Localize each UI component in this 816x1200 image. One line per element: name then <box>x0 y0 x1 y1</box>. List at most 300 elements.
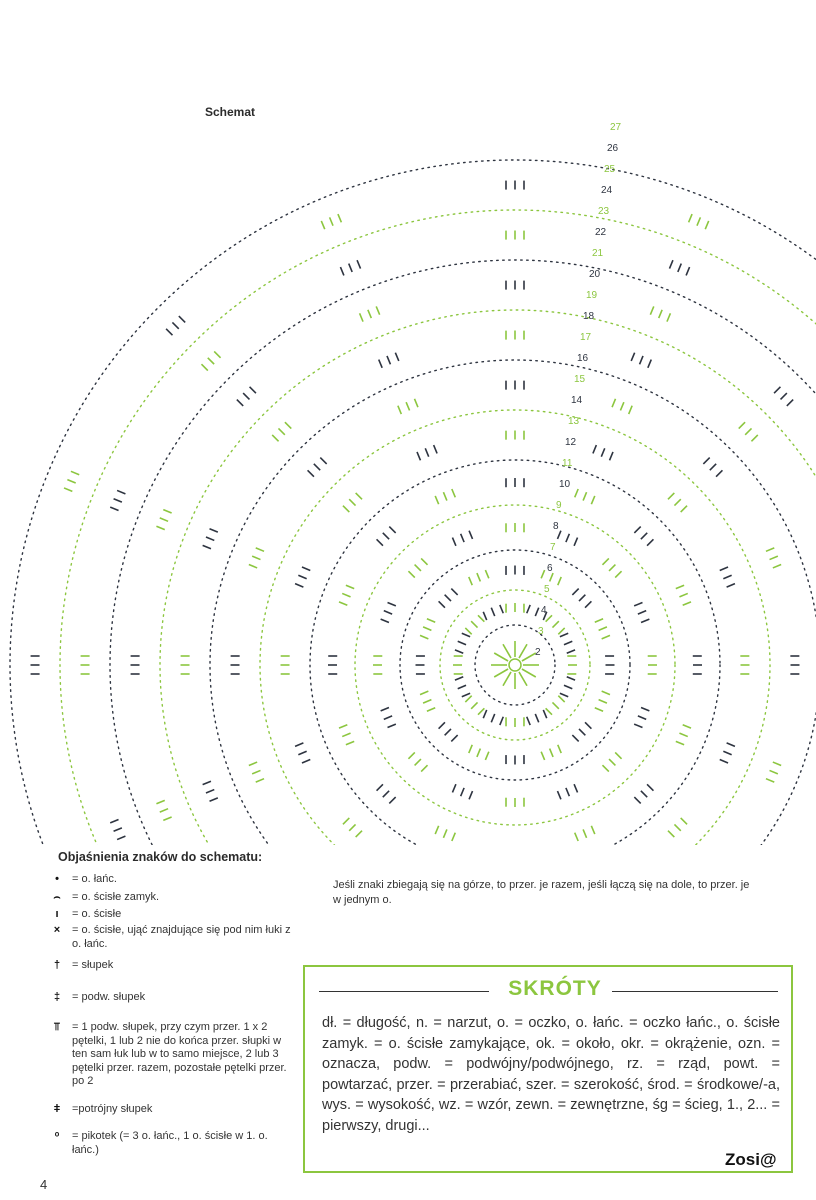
centre-stitch <box>519 644 527 658</box>
stitch-mark <box>360 313 363 321</box>
row-number: 2 <box>535 647 541 658</box>
stitch-mark <box>349 824 355 830</box>
stitch-mark <box>585 722 591 728</box>
title-rule-right <box>612 991 778 992</box>
stitch-mark <box>751 435 757 441</box>
stitch-mark <box>439 601 445 607</box>
stitch-mark <box>674 499 680 505</box>
row-number: 24 <box>601 185 613 196</box>
stitch-mark <box>631 353 634 361</box>
stitch-mark <box>602 691 610 694</box>
stitch-mark <box>445 729 451 735</box>
stitch-mark <box>564 685 572 688</box>
stitch-mark <box>683 725 691 728</box>
centre-stitch <box>519 672 527 686</box>
row-number: 14 <box>571 395 583 406</box>
stitch-mark <box>774 387 780 393</box>
stitch-mark <box>357 260 360 268</box>
row-number: 25 <box>604 164 616 175</box>
centre-stitch <box>522 653 536 661</box>
stitch-mark <box>535 608 538 616</box>
stitch-mark <box>243 393 249 399</box>
stitch-mark <box>703 458 709 464</box>
legend-text: = pikotek (= 3 o. łańc., 1 o. ścisłe w 1. o. łańc.) <box>72 1130 268 1156</box>
centre-stitch <box>522 669 536 677</box>
stitch-mark <box>462 633 470 636</box>
stitch-mark <box>163 510 171 513</box>
stitch-mark <box>583 492 586 500</box>
legend-heading: Objaśnienia znaków do schematu: <box>58 850 263 864</box>
stitch-mark <box>612 399 615 407</box>
row-number: 18 <box>583 311 595 322</box>
stitch-mark <box>302 760 310 763</box>
stitch-mark <box>203 781 211 784</box>
stitch-mark <box>727 743 735 746</box>
stitch-mark <box>320 458 326 464</box>
stitch-mark <box>629 406 632 414</box>
stitch-mark <box>609 759 615 765</box>
joining-note: Jeśli znaki zbiegają się na górze, to przer. je razem, jeśli łączą się na dole, to przer. je w jednym o. <box>333 879 750 906</box>
stitch-mark <box>340 267 343 275</box>
stitch-mark <box>298 575 306 578</box>
stitch-mark <box>356 493 362 499</box>
chain-ring <box>110 260 816 845</box>
stitch-mark <box>67 480 75 483</box>
row-number: 15 <box>574 374 586 385</box>
stitch-mark <box>342 733 350 736</box>
stitch-mark <box>330 217 333 225</box>
stitch-mark <box>773 564 781 567</box>
row-number: 13 <box>568 416 580 427</box>
stitch-mark <box>469 577 472 585</box>
row-number: 12 <box>565 437 577 448</box>
stitch-mark <box>272 435 278 441</box>
stitch-mark <box>483 710 486 718</box>
stitch-mark <box>421 558 427 564</box>
stitch-mark <box>471 702 477 708</box>
stitch-mark <box>387 356 390 364</box>
stitch-mark <box>160 518 168 521</box>
row-number: 7 <box>550 542 556 553</box>
stitch-mark <box>634 527 640 533</box>
stitch-mark <box>634 724 642 727</box>
stitch-mark <box>575 833 578 841</box>
schema-title: Schemat <box>205 105 256 119</box>
stitch-mark <box>384 716 392 719</box>
stitch-mark <box>650 306 653 314</box>
stitch-mark <box>452 489 455 497</box>
chain-ring <box>355 505 675 825</box>
stitch-mark <box>727 584 735 587</box>
stitch-mark <box>572 589 578 595</box>
stitch-mark <box>71 471 79 474</box>
stitch-mark <box>349 264 352 272</box>
row-number: 27 <box>610 122 622 133</box>
triple-dagger-icon: ǂ <box>53 1103 61 1115</box>
stitch-mark <box>674 824 680 830</box>
page-number: 4 <box>40 1177 48 1192</box>
stitch-mark <box>455 650 463 653</box>
stitch-mark <box>435 496 438 504</box>
stitch-mark <box>443 492 446 500</box>
stitch-mark <box>172 322 178 328</box>
stitch-mark <box>452 538 455 546</box>
dagger-icon: † <box>53 959 61 971</box>
row-number: 22 <box>595 227 607 238</box>
row-number: 26 <box>607 143 619 154</box>
stitch-mark <box>469 791 472 799</box>
row-number: 19 <box>586 290 598 301</box>
stitch-mark <box>346 741 354 744</box>
stitch-mark <box>427 708 435 711</box>
stitch-mark <box>206 537 214 540</box>
stitch-mark <box>599 627 607 630</box>
stitch-mark <box>648 360 651 368</box>
picot-icon: ᵒ <box>54 1130 60 1142</box>
stitch-mark <box>421 765 427 771</box>
stitch-mark <box>321 221 324 229</box>
stitch-mark <box>395 353 398 361</box>
abbreviations-text: dł. = długość, n. = narzut, o. = oczko, o. łańc. = oczko łańc., o. ścisłe zamyk. = o. ścisłe zamykające, ok. = około, okr. = okrążenie, ozn. = oznacza, podw. = podwójny/podwójnego, rz. = rząd, powt. = powtarzać, przer. = przerabiać, szer. = szerokość, środ. = środkowe/-a, wys. = wysokość, wz. = wzór, zewn. = zewnętrzne, śg = ścieg, 1., 2... = pierwszy, drugi... <box>322 1015 780 1134</box>
legend-text: =potrójny słupek <box>72 1103 153 1115</box>
stitch-mark <box>558 577 561 585</box>
stitch-mark <box>552 621 558 627</box>
stitch-mark <box>640 356 643 364</box>
stitch-mark <box>773 762 781 765</box>
centre-stitch <box>494 669 508 677</box>
stitch-mark <box>384 611 392 614</box>
stitch-mark <box>256 548 264 551</box>
stitch-mark <box>471 621 477 627</box>
stitch-mark <box>638 611 646 614</box>
cross-icon: × <box>53 924 61 936</box>
legend-text: = o. łańc. <box>72 873 117 885</box>
stitch-mark <box>710 464 716 470</box>
stitch-mark <box>451 589 457 595</box>
stitch-mark <box>388 602 396 605</box>
stitch-mark <box>558 628 564 634</box>
stitch-mark <box>455 677 463 680</box>
stitch-mark <box>252 556 260 559</box>
centre-ring <box>509 659 521 671</box>
arc-icon: ⌢ <box>53 891 61 903</box>
stitch-mark <box>389 797 395 803</box>
cluster-icon: ⫪ <box>53 1021 61 1033</box>
legend-text: = o. ścisłe, ująć znajdujące się pod nim łuki z o. łańc. <box>72 924 291 950</box>
stitch-mark <box>527 605 530 613</box>
row-number: 17 <box>580 332 592 343</box>
stitch-mark <box>641 619 649 622</box>
stitch-mark <box>349 499 355 505</box>
stitch-mark <box>641 707 649 710</box>
stitch-mark <box>477 573 480 581</box>
stitch-mark <box>595 619 603 622</box>
stitch-mark <box>368 310 371 318</box>
stitch-mark <box>278 428 284 434</box>
stitch-mark <box>451 735 457 741</box>
stitch-mark <box>591 496 594 504</box>
stitch-mark <box>414 399 417 407</box>
stitch-mark <box>408 752 414 758</box>
stitch-mark <box>579 729 585 735</box>
stitch-mark <box>117 490 125 493</box>
legend-text: = 1 podw. słupek, przy czym przer. 1 x 2 pętelki, 1 lub 2 nie do końca przer. słupki w ten sam łuk lub w to samo miejsce, 2 lub 3 pętelki przer. razem, pozostałe pętelki przer. po 2 <box>72 1021 287 1087</box>
stitch-mark <box>679 733 687 736</box>
stitch-mark <box>602 765 608 771</box>
stitch-mark <box>343 818 349 824</box>
stitch-mark <box>585 601 591 607</box>
stitch-mark <box>443 829 446 837</box>
stitch-mark <box>338 214 341 222</box>
stitch-mark <box>423 627 431 630</box>
stitch-mark <box>560 633 568 636</box>
stitch-mark <box>634 602 642 605</box>
stitch-mark <box>388 724 396 727</box>
stitch-mark <box>346 585 354 588</box>
stitch-mark <box>252 770 260 773</box>
stitch-mark <box>250 387 256 393</box>
stitch-mark <box>683 602 691 605</box>
stitch-mark <box>417 452 420 460</box>
stitch-mark <box>557 791 560 799</box>
title-rule-left <box>319 991 489 992</box>
stitch-mark <box>543 710 546 718</box>
stitch-mark <box>206 790 214 793</box>
row-number: 16 <box>577 353 589 364</box>
stitch-mark <box>458 685 466 688</box>
stitch-mark <box>249 564 257 567</box>
stitch-mark <box>295 584 303 587</box>
stitch-mark <box>408 571 414 577</box>
stitch-mark <box>420 635 428 638</box>
stitch-mark <box>469 531 472 539</box>
stitch-mark <box>179 316 185 322</box>
row-number: 20 <box>589 269 601 280</box>
stitch-mark <box>574 538 577 546</box>
stitch-mark <box>541 570 544 578</box>
row-number: 10 <box>559 479 571 490</box>
stitch-mark <box>427 619 435 622</box>
stitch-mark <box>574 784 577 792</box>
stitch-mark <box>201 364 207 370</box>
stitch-mark <box>602 558 608 564</box>
stitch-mark <box>434 445 437 453</box>
stitch-mark <box>249 762 257 765</box>
stitch-mark <box>591 826 594 834</box>
stitch-mark <box>389 527 395 533</box>
stitch-mark <box>567 677 575 680</box>
chain-ring <box>440 590 590 740</box>
centre-stitch <box>503 672 511 686</box>
stitch-mark <box>720 760 728 763</box>
stitch-mark <box>558 745 561 753</box>
stitch-mark <box>415 565 421 571</box>
stitch-mark <box>641 533 647 539</box>
stitch-mark <box>298 751 306 754</box>
stitch-mark <box>766 779 774 782</box>
stitch-mark <box>739 422 745 428</box>
stitch-mark <box>669 260 672 268</box>
stitch-mark <box>117 836 125 839</box>
stitch-mark <box>615 571 621 577</box>
stitch-mark <box>491 608 494 616</box>
legend-text: = słupek <box>72 959 114 971</box>
stitch-mark <box>383 533 389 539</box>
stitch-mark <box>535 714 538 722</box>
row-number: 21 <box>592 248 604 259</box>
stitch-mark <box>676 741 684 744</box>
stitch-mark <box>295 743 303 746</box>
stitch-mark <box>203 545 211 548</box>
stitch-mark <box>602 635 610 638</box>
row-number: 4 <box>541 605 547 616</box>
stitch-mark <box>705 221 708 229</box>
stitch-mark <box>552 702 558 708</box>
stitch-mark <box>541 752 544 760</box>
stitch-mark <box>485 752 488 760</box>
stitch-mark <box>381 619 389 622</box>
stitch-mark <box>583 829 586 837</box>
legend-text: = podw. słupek <box>72 991 146 1003</box>
stitch-mark <box>647 784 653 790</box>
row-number: 3 <box>538 626 544 637</box>
stitch-mark <box>465 696 471 702</box>
stitch-mark <box>339 602 347 605</box>
stitch-mark <box>114 499 122 502</box>
stitch-mark <box>461 534 464 542</box>
stitch-mark <box>620 402 623 410</box>
stitch-mark <box>567 650 575 653</box>
stitch-mark <box>787 400 793 406</box>
stitch-mark <box>163 817 171 820</box>
stitch-mark <box>445 595 451 601</box>
stitch-mark <box>647 539 653 545</box>
stitch-mark <box>435 826 438 834</box>
stitch-mark <box>302 567 310 570</box>
stitch-mark <box>720 567 728 570</box>
stitch-mark <box>210 798 218 801</box>
stitch-mark <box>609 565 615 571</box>
stitch-mark <box>667 313 670 321</box>
chain-ring <box>475 625 555 705</box>
chain-ring <box>210 360 816 845</box>
stitch-mark <box>641 791 647 797</box>
stitch-mark <box>398 406 401 414</box>
stitch-mark <box>558 696 564 702</box>
stitch-mark <box>575 489 578 497</box>
stitch-mark <box>564 641 572 644</box>
stitch-mark <box>781 393 787 399</box>
stitch-mark <box>477 749 480 757</box>
stitch-mark <box>566 788 569 796</box>
stitch-mark <box>766 548 774 551</box>
stitch-mark <box>425 448 428 456</box>
stitch-mark <box>566 534 569 542</box>
stitch-mark <box>415 759 421 765</box>
stitch-mark <box>668 493 674 499</box>
stitch-mark <box>550 749 553 757</box>
chain-ring <box>400 550 630 780</box>
stitch-mark <box>214 351 220 357</box>
dot-icon: • <box>55 873 59 885</box>
stitch-mark <box>681 506 687 512</box>
stitch-mark <box>610 452 613 460</box>
stitch-mark <box>550 573 553 581</box>
stitch-mark <box>452 784 455 792</box>
stitch-mark <box>237 400 243 406</box>
stitch-mark <box>478 708 484 714</box>
stitch-mark <box>546 708 552 714</box>
stitch-mark <box>314 464 320 470</box>
row-number: 11 <box>562 458 573 469</box>
stitch-mark <box>452 833 455 841</box>
chain-ring <box>10 160 816 845</box>
stitch-mark <box>601 448 604 456</box>
stitch-mark <box>599 700 607 703</box>
stitch-mark <box>64 488 72 491</box>
stitch-mark <box>659 310 662 318</box>
stitch-mark <box>377 539 383 545</box>
stitch-mark <box>285 422 291 428</box>
stitch-mark <box>210 529 218 532</box>
stitch-mark <box>406 402 409 410</box>
row-number: 5 <box>544 584 550 595</box>
stitch-mark <box>686 267 689 275</box>
stitch-mark <box>381 707 389 710</box>
stitch-mark <box>668 831 674 837</box>
stitch-mark <box>343 506 349 512</box>
stitch-mark <box>770 556 778 559</box>
stitch-mark <box>491 714 494 722</box>
stitch-mark <box>156 526 164 529</box>
stitch-mark <box>595 708 603 711</box>
legend-text: = o. ścisłe <box>72 908 122 920</box>
stitch-mark <box>469 745 472 753</box>
stitch-mark <box>114 828 122 831</box>
centre-stitch <box>503 644 511 658</box>
stitch-mark <box>681 818 687 824</box>
legend-text: = o. ścisłe zamyk. <box>72 891 160 903</box>
stitch-mark <box>110 507 118 510</box>
stitch-mark <box>546 615 552 621</box>
stitch-mark <box>377 784 383 790</box>
stitch-mark <box>770 770 778 773</box>
row-number: 9 <box>556 500 562 511</box>
stitch-mark <box>458 641 466 644</box>
stitch-mark <box>342 593 350 596</box>
stitch-mark <box>615 752 621 758</box>
stitch-mark <box>679 593 687 596</box>
stitch-mark <box>634 797 640 803</box>
stitch-mark <box>356 831 362 837</box>
stitch-mark <box>465 628 471 634</box>
stitch-mark <box>383 791 389 797</box>
stitch-mark <box>593 445 596 453</box>
stitch-mark <box>723 575 731 578</box>
stitch-mark <box>166 329 172 335</box>
stitch-mark <box>500 605 503 613</box>
bar-icon: ı <box>55 908 59 920</box>
stitch-mark <box>572 735 578 741</box>
stitch-mark <box>676 585 684 588</box>
stitch-mark <box>579 595 585 601</box>
stitch-mark <box>462 693 470 696</box>
signature: Zosi@ <box>725 1150 777 1169</box>
row-number: 6 <box>547 563 553 574</box>
double-dagger-icon: ‡ <box>53 991 61 1003</box>
stitch-mark <box>638 716 646 719</box>
stitch-mark <box>423 700 431 703</box>
